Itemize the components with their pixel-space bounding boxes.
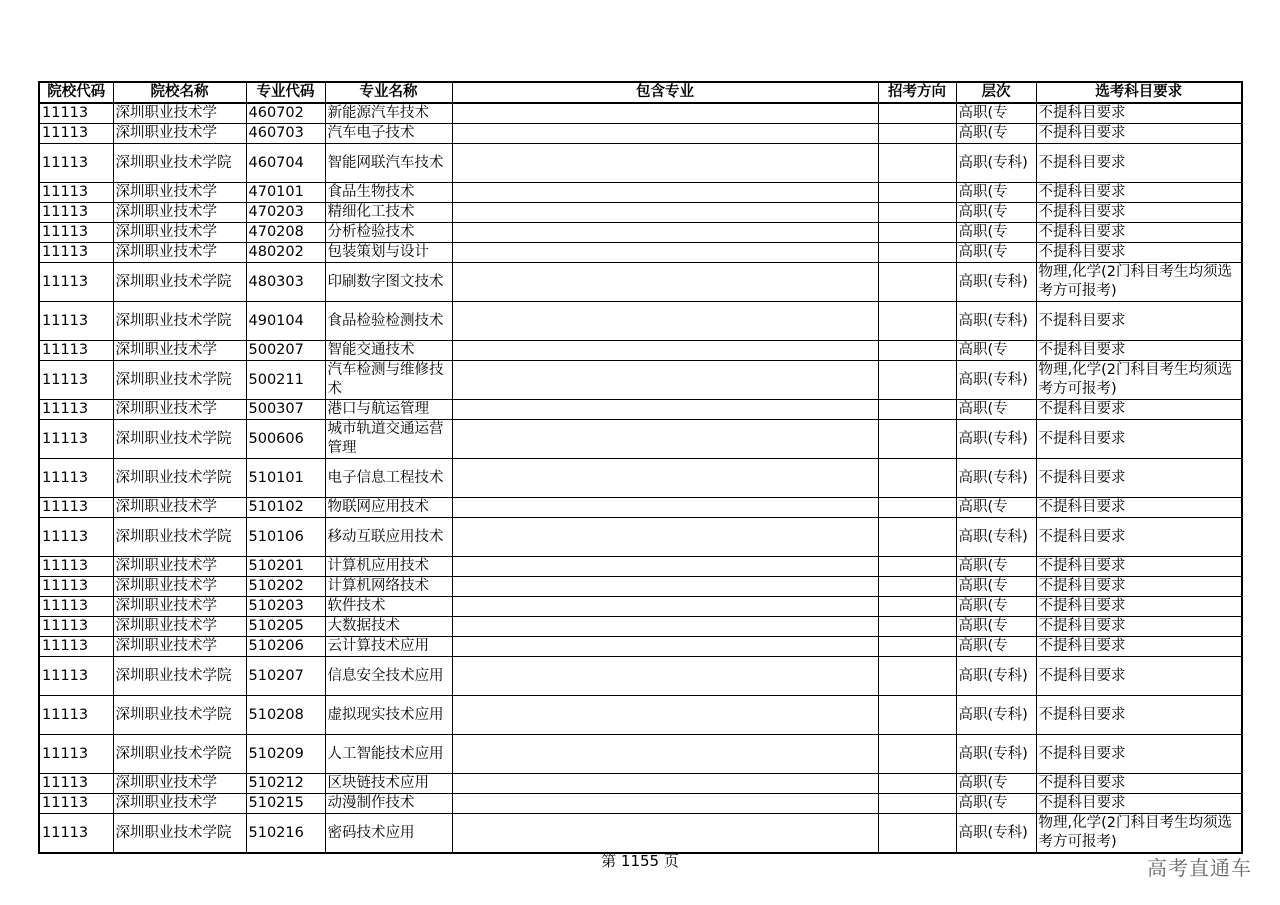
cell-school-name: 深圳职业技术学院	[113, 735, 246, 774]
table-row	[39, 302, 1242, 341]
cell-major-name: 云计算技术应用	[325, 637, 452, 657]
table-body	[39, 103, 1242, 853]
cell-requirement: 不提科目要求	[1036, 557, 1242, 577]
cell-major-code: 500606	[246, 420, 325, 459]
cell-level: 高职(专	[956, 794, 1036, 814]
cell-major-code: 480303	[246, 263, 325, 302]
cell-major-code: 470208	[246, 223, 325, 243]
cell-direction	[878, 124, 956, 144]
table-row	[39, 518, 1242, 557]
cell-direction	[878, 144, 956, 183]
cell-school-code: 11113	[39, 183, 113, 203]
cell-major-code: 510102	[246, 498, 325, 518]
cell-direction	[878, 518, 956, 557]
watermark-logo: 高考直通车	[1147, 856, 1252, 880]
cell-included-majors	[452, 302, 878, 341]
table-row	[39, 498, 1242, 518]
cell-direction	[878, 696, 956, 735]
cell-school-name: 深圳职业技术学	[113, 243, 246, 263]
cell-direction	[878, 420, 956, 459]
table-row	[39, 617, 1242, 637]
cell-school-code: 11113	[39, 498, 113, 518]
cell-school-name: 深圳职业技术学	[113, 577, 246, 597]
cell-major-name: 计算机应用技术	[325, 557, 452, 577]
cell-school-code: 11113	[39, 203, 113, 223]
header-direction: 招考方向	[878, 82, 956, 103]
cell-requirement: 不提科目要求	[1036, 794, 1242, 814]
table-header	[39, 82, 1242, 103]
cell-school-code: 11113	[39, 814, 113, 854]
table-row	[39, 637, 1242, 657]
cell-school-code: 11113	[39, 223, 113, 243]
cell-included-majors	[452, 577, 878, 597]
cell-level: 高职(专	[956, 637, 1036, 657]
cell-major-name: 密码技术应用	[325, 814, 452, 854]
cell-direction	[878, 657, 956, 696]
cell-requirement: 不提科目要求	[1036, 735, 1242, 774]
cell-school-name: 深圳职业技术学	[113, 557, 246, 577]
table-row	[39, 361, 1242, 400]
cell-major-code: 460702	[246, 103, 325, 124]
header-level: 层次	[956, 82, 1036, 103]
cell-direction	[878, 223, 956, 243]
cell-included-majors	[452, 103, 878, 124]
table-row	[39, 223, 1242, 243]
cell-major-code: 510208	[246, 696, 325, 735]
cell-requirement: 不提科目要求	[1036, 637, 1242, 657]
cell-included-majors	[452, 696, 878, 735]
cell-major-name: 食品生物技术	[325, 183, 452, 203]
cell-school-name: 深圳职业技术学	[113, 637, 246, 657]
cell-major-code: 510216	[246, 814, 325, 854]
cell-requirement: 不提科目要求	[1036, 774, 1242, 794]
cell-direction	[878, 577, 956, 597]
cell-included-majors	[452, 124, 878, 144]
cell-level: 高职(专科)	[956, 696, 1036, 735]
table-row	[39, 774, 1242, 794]
header-included-majors: 包含专业	[452, 82, 878, 103]
table-row	[39, 124, 1242, 144]
table-row	[39, 203, 1242, 223]
cell-requirement: 物理,化学(2门科目考生均须选考方可报考)	[1036, 263, 1242, 302]
cell-level: 高职(专	[956, 103, 1036, 124]
cell-requirement: 物理,化学(2门科目考生均须选考方可报考)	[1036, 814, 1242, 854]
cell-major-name: 人工智能技术应用	[325, 735, 452, 774]
cell-major-name: 城市轨道交通运营管理	[325, 420, 452, 459]
cell-level: 高职(专科)	[956, 144, 1036, 183]
cell-requirement: 不提科目要求	[1036, 144, 1242, 183]
cell-requirement: 不提科目要求	[1036, 577, 1242, 597]
page-number: 第 1155 页	[601, 852, 679, 870]
cell-school-name: 深圳职业技术学	[113, 774, 246, 794]
cell-level: 高职(专	[956, 124, 1036, 144]
cell-major-code: 460704	[246, 144, 325, 183]
cell-direction	[878, 597, 956, 617]
cell-included-majors	[452, 518, 878, 557]
cell-included-majors	[452, 183, 878, 203]
cell-school-code: 11113	[39, 597, 113, 617]
cell-level: 高职(专	[956, 400, 1036, 420]
cell-school-code: 11113	[39, 341, 113, 361]
table-row	[39, 183, 1242, 203]
cell-major-code: 510207	[246, 657, 325, 696]
table-row	[39, 657, 1242, 696]
cell-major-name: 物联网应用技术	[325, 498, 452, 518]
cell-included-majors	[452, 794, 878, 814]
cell-included-majors	[452, 361, 878, 400]
cell-major-name: 移动互联应用技术	[325, 518, 452, 557]
cell-level: 高职(专	[956, 341, 1036, 361]
cell-level: 高职(专	[956, 617, 1036, 637]
cell-school-code: 11113	[39, 400, 113, 420]
cell-direction	[878, 735, 956, 774]
cell-major-code: 500211	[246, 361, 325, 400]
cell-major-name: 区块链技术应用	[325, 774, 452, 794]
cell-major-code: 510206	[246, 637, 325, 657]
cell-major-name: 智能网联汽车技术	[325, 144, 452, 183]
cell-major-name: 食品检验检测技术	[325, 302, 452, 341]
cell-major-code: 510209	[246, 735, 325, 774]
cell-included-majors	[452, 420, 878, 459]
cell-school-code: 11113	[39, 577, 113, 597]
cell-major-name: 动漫制作技术	[325, 794, 452, 814]
cell-requirement: 不提科目要求	[1036, 597, 1242, 617]
cell-major-code: 510205	[246, 617, 325, 637]
cell-direction	[878, 302, 956, 341]
cell-major-name: 新能源汽车技术	[325, 103, 452, 124]
cell-included-majors	[452, 814, 878, 854]
cell-level: 高职(专	[956, 498, 1036, 518]
cell-direction	[878, 498, 956, 518]
cell-school-name: 深圳职业技术学院	[113, 814, 246, 854]
cell-school-name: 深圳职业技术学	[113, 124, 246, 144]
cell-requirement: 不提科目要求	[1036, 696, 1242, 735]
cell-school-name: 深圳职业技术学院	[113, 263, 246, 302]
cell-school-name: 深圳职业技术学院	[113, 361, 246, 400]
cell-major-name: 虚拟现实技术应用	[325, 696, 452, 735]
cell-direction	[878, 617, 956, 637]
cell-requirement: 不提科目要求	[1036, 657, 1242, 696]
cell-requirement: 不提科目要求	[1036, 420, 1242, 459]
header-major-name: 专业名称	[325, 82, 452, 103]
table-row	[39, 459, 1242, 498]
cell-school-code: 11113	[39, 263, 113, 302]
cell-major-name: 精细化工技术	[325, 203, 452, 223]
cell-major-name: 印刷数字图文技术	[325, 263, 452, 302]
table-row	[39, 735, 1242, 774]
cell-included-majors	[452, 459, 878, 498]
cell-major-code: 490104	[246, 302, 325, 341]
cell-school-code: 11113	[39, 774, 113, 794]
cell-level: 高职(专	[956, 597, 1036, 617]
cell-level: 高职(专	[956, 577, 1036, 597]
cell-major-code: 510215	[246, 794, 325, 814]
cell-level: 高职(专科)	[956, 657, 1036, 696]
cell-school-name: 深圳职业技术学院	[113, 657, 246, 696]
cell-school-name: 深圳职业技术学	[113, 341, 246, 361]
table-row	[39, 557, 1242, 577]
header-school-name: 院校名称	[113, 82, 246, 103]
cell-major-name: 大数据技术	[325, 617, 452, 637]
cell-requirement: 物理,化学(2门科目考生均须选考方可报考)	[1036, 361, 1242, 400]
cell-school-code: 11113	[39, 420, 113, 459]
cell-major-code: 510106	[246, 518, 325, 557]
cell-school-code: 11113	[39, 302, 113, 341]
cell-school-code: 11113	[39, 637, 113, 657]
cell-requirement: 不提科目要求	[1036, 223, 1242, 243]
cell-requirement: 不提科目要求	[1036, 302, 1242, 341]
table-row	[39, 577, 1242, 597]
cell-direction	[878, 341, 956, 361]
cell-requirement: 不提科目要求	[1036, 183, 1242, 203]
cell-school-name: 深圳职业技术学	[113, 794, 246, 814]
cell-major-name: 信息安全技术应用	[325, 657, 452, 696]
cell-school-code: 11113	[39, 735, 113, 774]
cell-major-name: 汽车检测与维修技术	[325, 361, 452, 400]
cell-school-name: 深圳职业技术学院	[113, 420, 246, 459]
cell-level: 高职(专	[956, 557, 1036, 577]
cell-major-name: 港口与航运管理	[325, 400, 452, 420]
cell-major-code: 510101	[246, 459, 325, 498]
cell-requirement: 不提科目要求	[1036, 124, 1242, 144]
cell-direction	[878, 557, 956, 577]
cell-included-majors	[452, 597, 878, 617]
cell-included-majors	[452, 144, 878, 183]
cell-included-majors	[452, 637, 878, 657]
cell-requirement: 不提科目要求	[1036, 243, 1242, 263]
cell-level: 高职(专	[956, 223, 1036, 243]
cell-major-name: 计算机网络技术	[325, 577, 452, 597]
cell-included-majors	[452, 203, 878, 223]
cell-level: 高职(专	[956, 183, 1036, 203]
table-row	[39, 144, 1242, 183]
cell-included-majors	[452, 557, 878, 577]
cell-level: 高职(专科)	[956, 518, 1036, 557]
cell-school-code: 11113	[39, 617, 113, 637]
cell-direction	[878, 361, 956, 400]
cell-requirement: 不提科目要求	[1036, 400, 1242, 420]
cell-school-name: 深圳职业技术学	[113, 203, 246, 223]
cell-direction	[878, 103, 956, 124]
cell-direction	[878, 637, 956, 657]
cell-major-code: 510212	[246, 774, 325, 794]
cell-level: 高职(专科)	[956, 420, 1036, 459]
cell-included-majors	[452, 735, 878, 774]
header-requirement: 选考科目要求	[1036, 82, 1242, 103]
cell-included-majors	[452, 498, 878, 518]
cell-level: 高职(专科)	[956, 263, 1036, 302]
cell-level: 高职(专科)	[956, 735, 1036, 774]
cell-school-name: 深圳职业技术学院	[113, 696, 246, 735]
cell-direction	[878, 400, 956, 420]
cell-level: 高职(专	[956, 243, 1036, 263]
cell-school-code: 11113	[39, 696, 113, 735]
cell-major-name: 软件技术	[325, 597, 452, 617]
cell-major-code: 480202	[246, 243, 325, 263]
cell-requirement: 不提科目要求	[1036, 617, 1242, 637]
table-row	[39, 243, 1242, 263]
cell-school-name: 深圳职业技术学	[113, 617, 246, 637]
cell-school-code: 11113	[39, 459, 113, 498]
cell-school-code: 11113	[39, 144, 113, 183]
cell-requirement: 不提科目要求	[1036, 498, 1242, 518]
cell-level: 高职(专科)	[956, 361, 1036, 400]
table-row	[39, 103, 1242, 124]
cell-school-code: 11113	[39, 794, 113, 814]
cell-requirement: 不提科目要求	[1036, 203, 1242, 223]
cell-school-name: 深圳职业技术学	[113, 223, 246, 243]
cell-direction	[878, 794, 956, 814]
cell-school-name: 深圳职业技术学院	[113, 518, 246, 557]
cell-major-name: 分析检验技术	[325, 223, 452, 243]
table-row	[39, 420, 1242, 459]
cell-school-name: 深圳职业技术学	[113, 183, 246, 203]
table-row	[39, 597, 1242, 617]
table-row	[39, 341, 1242, 361]
cell-school-name: 深圳职业技术学	[113, 400, 246, 420]
cell-requirement: 不提科目要求	[1036, 459, 1242, 498]
cell-included-majors	[452, 774, 878, 794]
header-school-code: 院校代码	[39, 82, 113, 103]
cell-major-code: 470101	[246, 183, 325, 203]
cell-major-code: 500207	[246, 341, 325, 361]
cell-level: 高职(专科)	[956, 814, 1036, 854]
cell-included-majors	[452, 617, 878, 637]
cell-school-code: 11113	[39, 103, 113, 124]
cell-included-majors	[452, 263, 878, 302]
table-row	[39, 794, 1242, 814]
table-row	[39, 696, 1242, 735]
cell-school-code: 11113	[39, 657, 113, 696]
cell-school-code: 11113	[39, 243, 113, 263]
cell-school-name: 深圳职业技术学	[113, 498, 246, 518]
cell-included-majors	[452, 341, 878, 361]
cell-major-name: 智能交通技术	[325, 341, 452, 361]
cell-included-majors	[452, 243, 878, 263]
cell-school-name: 深圳职业技术学院	[113, 144, 246, 183]
cell-major-name: 汽车电子技术	[325, 124, 452, 144]
cell-school-name: 深圳职业技术学院	[113, 302, 246, 341]
header-major-code: 专业代码	[246, 82, 325, 103]
cell-included-majors	[452, 400, 878, 420]
cell-major-name: 电子信息工程技术	[325, 459, 452, 498]
table-row	[39, 400, 1242, 420]
cell-major-code: 470203	[246, 203, 325, 223]
cell-school-name: 深圳职业技术学	[113, 597, 246, 617]
cell-direction	[878, 774, 956, 794]
cell-level: 高职(专科)	[956, 302, 1036, 341]
cell-direction	[878, 814, 956, 854]
cell-school-code: 11113	[39, 557, 113, 577]
cell-level: 高职(专科)	[956, 459, 1036, 498]
cell-level: 高职(专	[956, 203, 1036, 223]
cell-direction	[878, 263, 956, 302]
cell-school-name: 深圳职业技术学院	[113, 459, 246, 498]
cell-major-code: 510201	[246, 557, 325, 577]
cell-included-majors	[452, 223, 878, 243]
cell-direction	[878, 183, 956, 203]
cell-school-code: 11113	[39, 124, 113, 144]
cell-major-code: 510202	[246, 577, 325, 597]
cell-major-code: 510203	[246, 597, 325, 617]
cell-major-name: 包装策划与设计	[325, 243, 452, 263]
admissions-table	[38, 81, 1243, 854]
cell-direction	[878, 459, 956, 498]
cell-school-code: 11113	[39, 518, 113, 557]
table-row	[39, 263, 1242, 302]
cell-major-code: 460703	[246, 124, 325, 144]
cell-requirement: 不提科目要求	[1036, 103, 1242, 124]
cell-school-name: 深圳职业技术学	[113, 103, 246, 124]
cell-direction	[878, 203, 956, 223]
cell-requirement: 不提科目要求	[1036, 341, 1242, 361]
cell-direction	[878, 243, 956, 263]
cell-school-code: 11113	[39, 361, 113, 400]
table-row	[39, 814, 1242, 854]
cell-level: 高职(专	[956, 774, 1036, 794]
cell-major-code: 500307	[246, 400, 325, 420]
cell-included-majors	[452, 657, 878, 696]
cell-requirement: 不提科目要求	[1036, 518, 1242, 557]
